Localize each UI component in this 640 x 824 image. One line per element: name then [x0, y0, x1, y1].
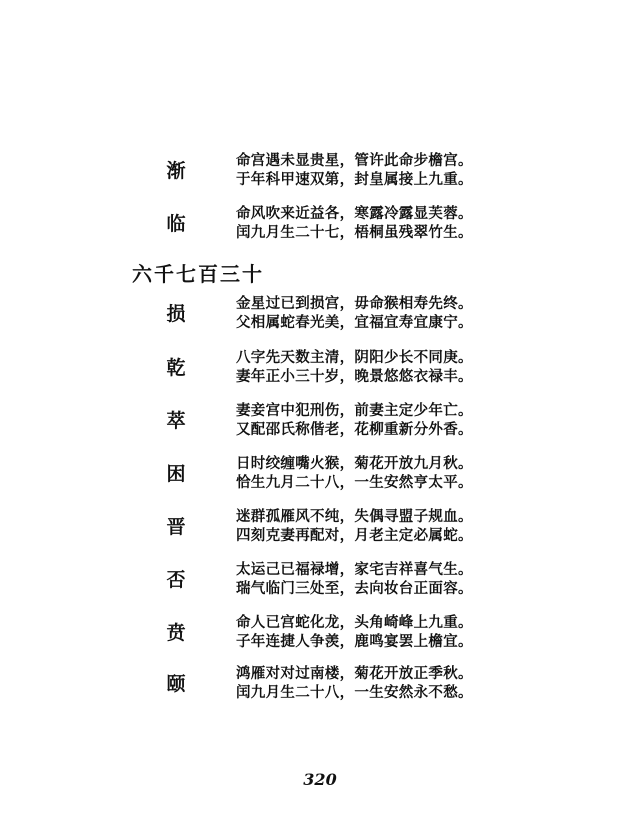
- hexagram-glyph: 贲: [166, 622, 186, 644]
- verse-text: [236, 454, 596, 492]
- verse-line: 闰九月生二十七，梧桐虽残翠竹生。: [236, 224, 473, 241]
- verse-line: 妻妾宫中犯刑伤，前妻主定少年亡。: [236, 402, 473, 419]
- verse-line: 又配邵氏称偕老，花柳重新分外香。: [236, 421, 473, 438]
- hexagram-glyph: 困: [166, 463, 186, 485]
- verse-text: [236, 294, 596, 332]
- verse-entry: [0, 454, 640, 498]
- verse-line: 太运己已福禄增，家宅吉祥喜气生。: [236, 561, 473, 578]
- verse-line: 日时绞缠嘴火猴，菊花开放九月秋。: [236, 455, 473, 472]
- verse-entry: [0, 560, 640, 604]
- verse-text: [236, 348, 596, 386]
- verse-entry: [0, 204, 640, 248]
- verse-line: 鸿雁对对过南楼，菊花开放正季秋。: [236, 665, 473, 682]
- hexagram-glyph: 晋: [166, 516, 186, 538]
- hexagram-glyph: 临: [166, 213, 186, 235]
- verse-line: 父相属蛇春光美，宜福宜寿宜康宁。: [236, 314, 473, 331]
- verse-text: [236, 507, 596, 545]
- verse-entry: [0, 151, 640, 195]
- verse-text: [236, 401, 596, 439]
- verse-text: [236, 151, 596, 189]
- verse-line: 命风吹来近益各，寒露冷露显芙蓉。: [236, 205, 473, 222]
- verse-line: 于年科甲速双第，封皇属接上九重。: [236, 171, 473, 188]
- verse-entry: [0, 348, 640, 392]
- verse-line: 子年连捷人争羡，鹿鸣宴罢上檐宜。: [236, 633, 473, 650]
- hexagram-glyph: 否: [166, 569, 186, 591]
- verse-text: [236, 204, 596, 242]
- verse-text: [236, 613, 596, 651]
- verse-line: 妻年正小三十岁，晚景悠悠衣禄丰。: [236, 368, 473, 385]
- verse-line: 命人已宫蛇化龙，头角崎峰上九重。: [236, 614, 473, 631]
- verse-line: 四刻克妻再配对，月老主定必属蛇。: [236, 527, 473, 544]
- verse-entry: [0, 613, 640, 657]
- page-number: 320: [303, 770, 337, 789]
- verse-entry: [0, 294, 640, 338]
- verse-line: 闰九月生二十八，一生安然永不愁。: [236, 684, 473, 701]
- hexagram-glyph: 乾: [166, 357, 186, 379]
- verse-line: 命宫遇未显贵星，管许此命步檐宫。: [236, 152, 473, 169]
- verse-text: [236, 560, 596, 598]
- verse-line: 恰生九月二十八，一生安然亨太平。: [236, 474, 473, 491]
- verse-line: 瑞气临门三处至，去向妆台正面容。: [236, 580, 473, 597]
- verse-text: [236, 664, 596, 702]
- verse-entry: [0, 401, 640, 445]
- verse-line: 八字先天数主清，阴阳少长不同庚。: [236, 349, 473, 366]
- verse-line: 金星过已到损宫，毋命猴相寿先终。: [236, 295, 473, 312]
- hexagram-glyph: 渐: [166, 160, 186, 182]
- section-heading: 六千七百三十: [132, 262, 264, 286]
- verse-entry: [0, 664, 640, 708]
- hexagram-glyph: 颐: [166, 673, 186, 695]
- verse-line: 迷群孤雁风不纯，失偶寻盟子规血。: [236, 508, 473, 525]
- verse-entry: [0, 507, 640, 551]
- hexagram-glyph: 损: [166, 303, 186, 325]
- hexagram-glyph: 萃: [166, 410, 186, 432]
